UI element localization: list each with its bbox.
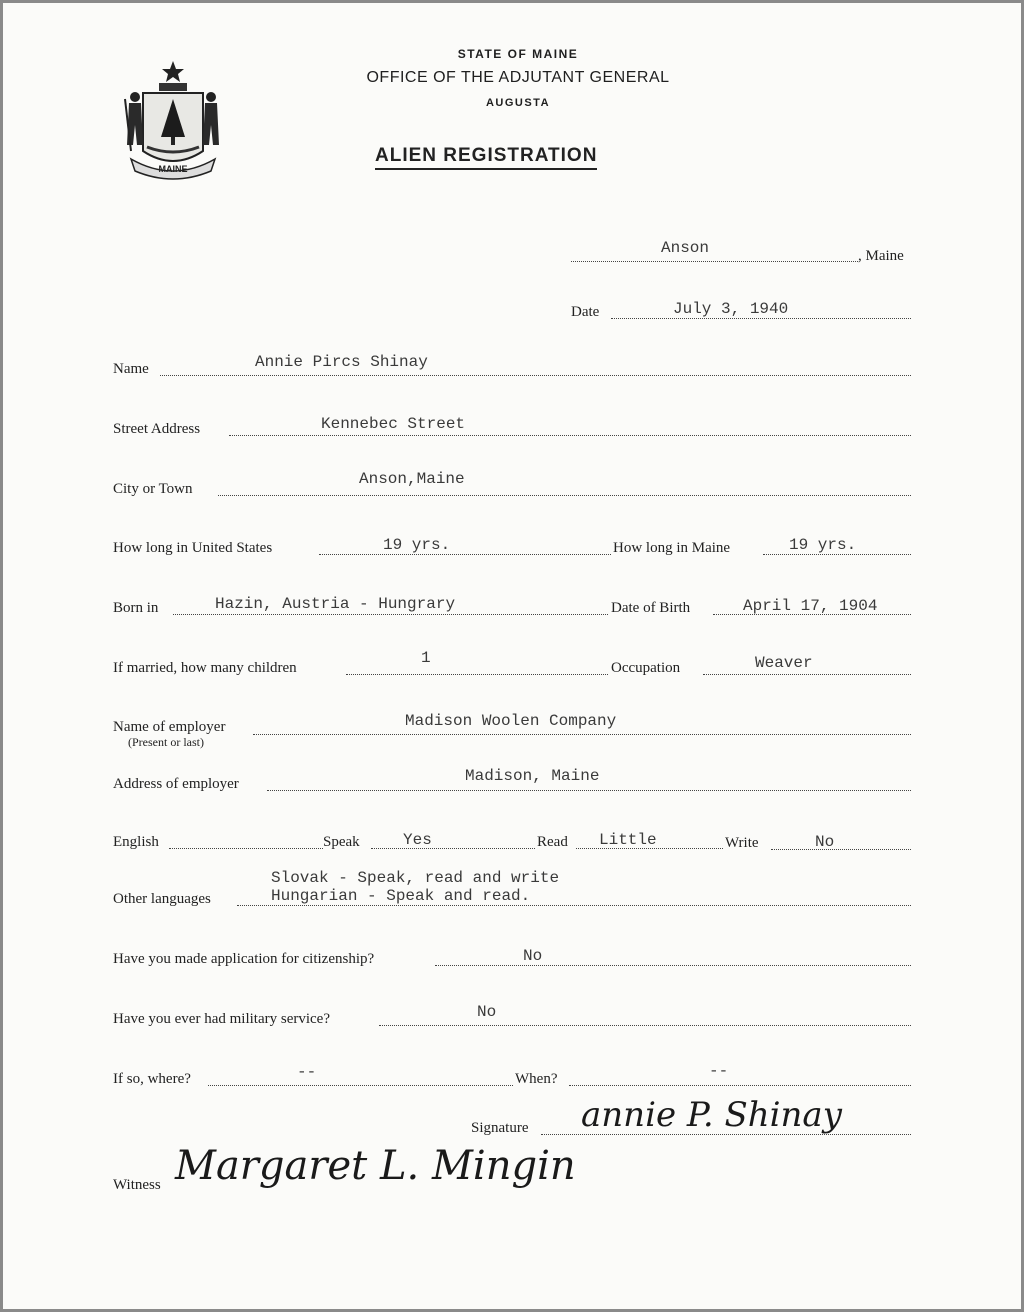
document-page [3, 3, 1021, 1309]
signature-label: Signature [471, 1120, 529, 1136]
name-label: Name [113, 361, 149, 377]
speak-line [371, 848, 535, 849]
employer-addr-value: Madison, Maine [465, 767, 600, 785]
read-value: Little [599, 831, 657, 849]
english-line [169, 848, 323, 849]
date-line [611, 318, 911, 319]
when-line [569, 1085, 911, 1086]
military-value: No [477, 1003, 497, 1021]
town-line [571, 261, 858, 262]
english-label: English [113, 834, 159, 850]
dob-label: Date of Birth [611, 600, 691, 616]
date-label: Date [571, 304, 600, 320]
city-line [218, 495, 911, 496]
form-title: ALIEN REGISTRATION [375, 145, 597, 170]
witness-handwriting: Margaret L. Mingin [175, 1143, 576, 1189]
employer-value: Madison Woolen Company [405, 712, 617, 730]
children-line [346, 674, 608, 675]
employer-line [253, 734, 911, 735]
header-office: OFFICE OF THE ADJUTANT GENERAL [366, 69, 670, 86]
me-years-label: How long in Maine [613, 540, 731, 556]
occupation-line [703, 674, 911, 675]
witness-label: Witness [113, 1177, 161, 1193]
citizenship-line [435, 965, 911, 966]
us-years-label: How long in United States [113, 540, 273, 556]
children-label: If married, how many children [113, 660, 297, 676]
occupation-label: Occupation [611, 660, 681, 676]
street-value: Kennebec Street [321, 415, 466, 433]
me-years-value: 19 yrs. [789, 536, 857, 554]
town-value: Anson [661, 239, 710, 257]
header-state: STATE OF MAINE [457, 47, 579, 61]
street-label: Street Address [113, 421, 201, 437]
read-label: Read [537, 834, 568, 850]
military-line [379, 1025, 911, 1026]
write-line [771, 849, 911, 850]
when-value: -- [709, 1062, 729, 1080]
name-line [160, 375, 911, 376]
us-years-value: 19 yrs. [383, 536, 451, 554]
where-label: If so, where? [113, 1071, 191, 1087]
children-value: 1 [421, 649, 431, 667]
other-lang-value-1: Slovak - Speak, read and write [271, 869, 560, 887]
other-lang-label: Other languages [113, 891, 211, 907]
born-label: Born in [113, 600, 159, 616]
us-years-line [319, 554, 611, 555]
date-value: July 3, 1940 [673, 300, 789, 318]
employer-addr-line [267, 790, 911, 791]
employer-label: Name of employer [113, 719, 226, 735]
born-value: Hazin, Austria - Hungrary [215, 595, 456, 613]
header-city: AUGUSTA [485, 97, 551, 109]
occupation-value: Weaver [755, 654, 813, 672]
write-label: Write [725, 835, 759, 851]
me-years-line [763, 554, 911, 555]
where-value: -- [297, 1063, 317, 1081]
citizenship-value: No [523, 947, 543, 965]
where-line [208, 1085, 513, 1086]
military-label: Have you ever had military service? [113, 1011, 330, 1027]
speak-value: Yes [403, 831, 432, 849]
street-line [229, 435, 911, 436]
employer-addr-label: Address of employer [113, 776, 239, 792]
speak-label: Speak [323, 834, 360, 850]
name-value: Annie Pircs Shinay [255, 353, 428, 371]
signature-handwriting: annie P. Shinay [581, 1095, 842, 1135]
maine-suffix-label: , Maine [858, 248, 904, 264]
write-value: No [815, 833, 835, 851]
city-label: City or Town [113, 481, 193, 497]
dob-value: April 17, 1904 [743, 597, 878, 615]
svg-text:MAINE: MAINE [158, 164, 188, 174]
born-line [173, 614, 608, 615]
other-lang-value-2: Hungarian - Speak and read. [271, 887, 531, 905]
citizenship-label: Have you made application for citizenship? [113, 951, 375, 967]
other-lang-line [237, 905, 911, 906]
employer-note: (Present or last) [128, 735, 204, 749]
when-label: When? [515, 1071, 558, 1087]
city-value: Anson,Maine [359, 470, 465, 488]
